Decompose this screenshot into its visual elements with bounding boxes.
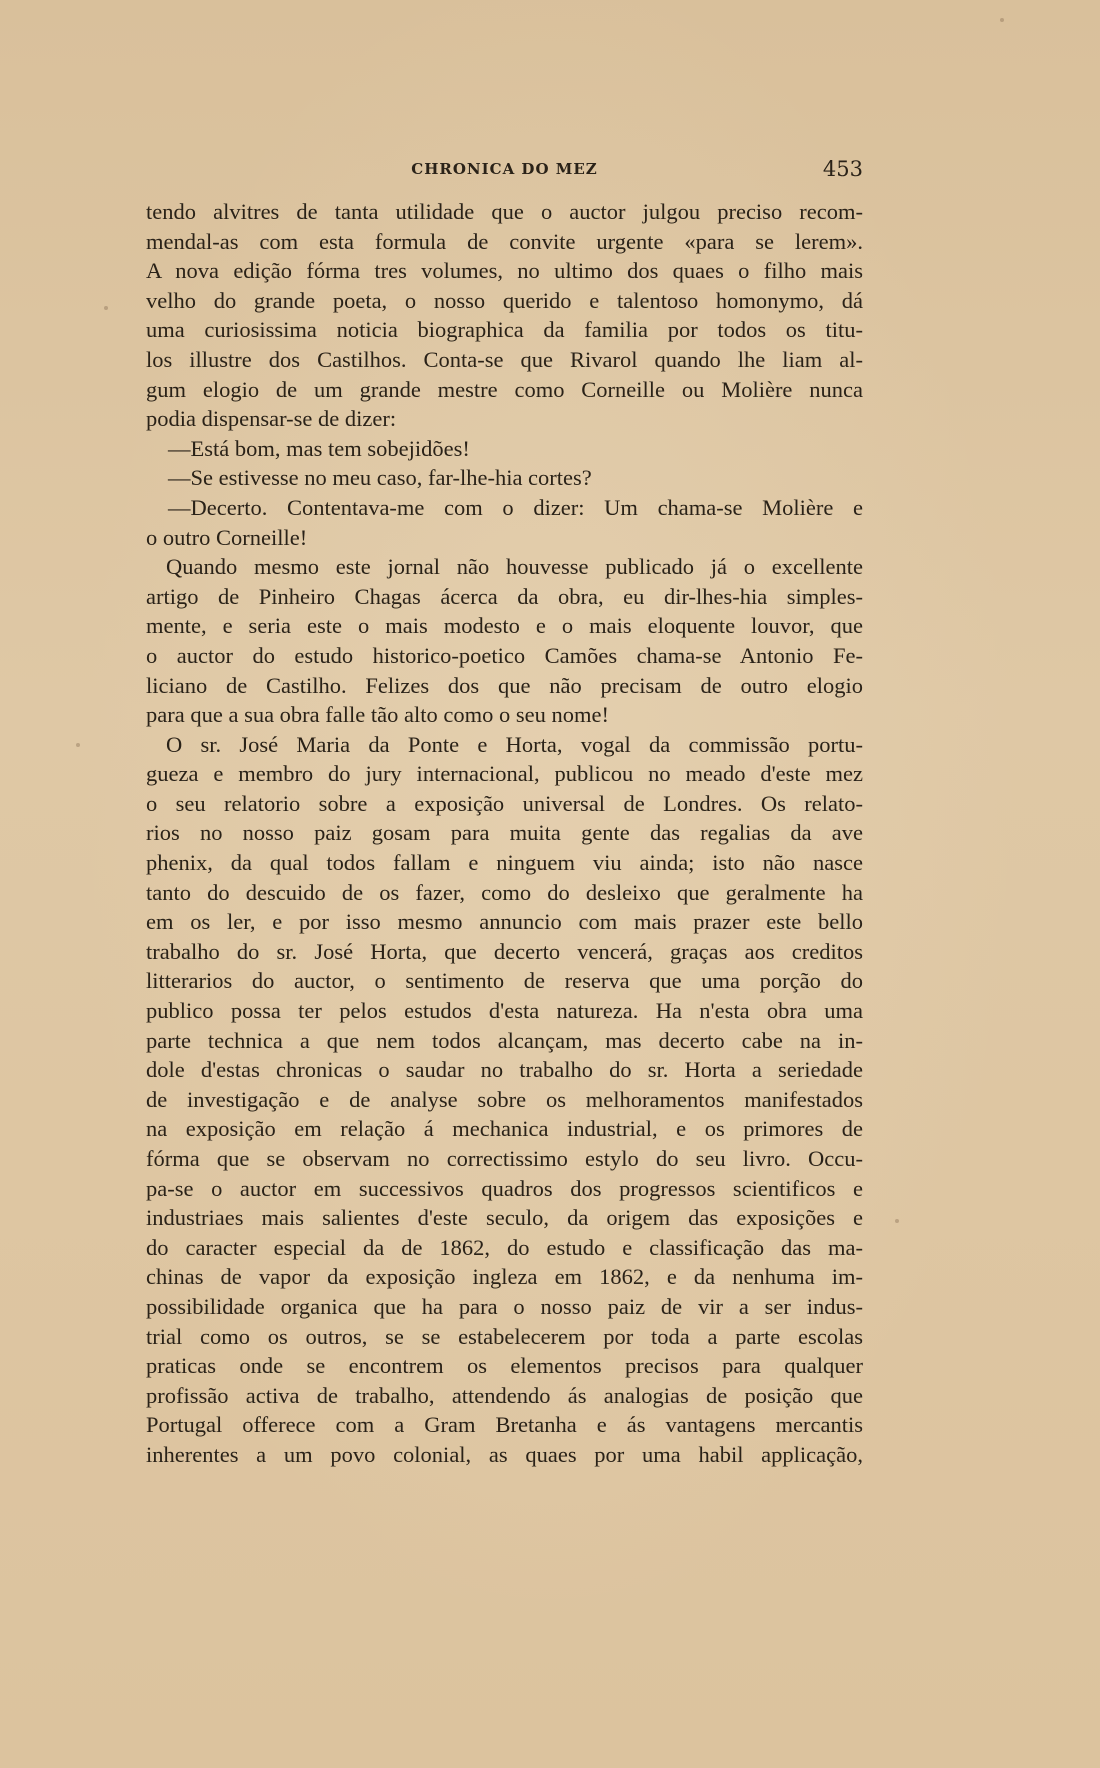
text-line: publico possa ter pelos estudos d'esta natureza. Ha n'esta obra uma	[146, 998, 863, 1024]
paper-speck	[76, 743, 80, 747]
running-head	[146, 157, 863, 184]
text-line: de investigação e de analyse sobre os melhoramentos manifestados	[146, 1086, 863, 1112]
paper-speck	[1000, 18, 1004, 22]
text-line: uma curiosissima noticia biographica da familia por todos os titu-	[146, 317, 863, 343]
text-line: profissão activa de trabalho, attendendo ás analogias de posição que	[146, 1382, 863, 1408]
text-line: liciano de Castilho. Felizes dos que não precisam de outro elogio	[146, 672, 863, 698]
text-line: rios no nosso paiz gosam para muita gente das regalias da ave	[146, 820, 863, 846]
text-line: litterarios do auctor, o sentimento de reserva que uma porção do	[146, 968, 863, 994]
body-text	[146, 197, 863, 1470]
text-line: —Se estivesse no meu caso, far-lhe-hia cortes?	[168, 465, 592, 491]
text-line: possibilidade organica que ha para o nosso paiz de vir a ser indus-	[146, 1293, 863, 1319]
text-line: para que a sua obra falle tão alto como o seu nome!	[146, 702, 609, 728]
text-line: pa-se o auctor em successivos quadros dos progressos scientificos e	[146, 1175, 863, 1201]
text-line: artigo de Pinheiro Chagas ácerca da obra, eu dir-lhes-hia simples-	[146, 583, 863, 609]
text-line: trabalho do sr. José Horta, que decerto vencerá, graças aos creditos	[146, 938, 863, 964]
text-line: o outro Corneille!	[146, 524, 308, 550]
page-number: 453	[822, 157, 863, 181]
text-line: O sr. José Maria da Ponte e Horta, vogal da commissão portu-	[166, 731, 863, 757]
text-line: podia dispensar-se de dizer:	[146, 406, 397, 432]
text-line: phenix, da qual todos fallam e ninguem viu ainda; isto não nasce	[146, 850, 863, 876]
paper-speck	[104, 306, 108, 310]
text-line: Quando mesmo este jornal não houvesse publicado já o excellente	[166, 554, 863, 580]
text-line: tanto do descuido de os fazer, como do desleixo que geralmente ha	[146, 879, 863, 905]
text-line: trial como os outros, se se estabelecerem por toda a parte escolas	[146, 1323, 863, 1349]
running-title: CHRONICA DO MEZ	[411, 160, 598, 178]
text-line: gum elogio de um grande mestre como Corneille ou Molière nunca	[146, 376, 863, 402]
text-line: na exposição em relação á mechanica industrial, e os primores de	[146, 1116, 863, 1142]
text-line: velho do grande poeta, o nosso querido e talentoso homonymo, dá	[146, 287, 863, 313]
text-line: chinas de vapor da exposição ingleza em 1862, e da nenhuma im-	[146, 1264, 863, 1290]
text-line: tendo alvitres de tanta utilidade que o auctor julgou preciso recom-	[146, 199, 863, 224]
text-line: do caracter especial da de 1862, do estudo e classificação das ma-	[146, 1234, 863, 1260]
text-line: o seu relatorio sobre a exposição universal de Londres. Os relato-	[146, 790, 863, 816]
text-line: fórma que se observam no correctissimo estylo do seu livro. Occu-	[146, 1146, 863, 1171]
text-line: Portugal offerece com a Gram Bretanha e ás vantagens mercantis	[146, 1412, 863, 1438]
text-line: gueza e membro do jury internacional, publicou no meado d'este mez	[146, 761, 863, 787]
text-line: inherentes a um povo colonial, as quaes por uma habil applicação,	[146, 1441, 863, 1467]
text-line: industriaes mais salientes d'este seculo, da origem das exposições e	[146, 1205, 863, 1231]
text-line: —Decerto. Contentava-me com o dizer: Um chama-se Molière e	[168, 494, 863, 520]
text-line: mendal-as com esta formula de convite urgente «para se lerem».	[146, 228, 863, 254]
text-line: A nova edição fórma tres volumes, no ultimo dos quaes o filho mais	[146, 258, 863, 284]
text-line: o auctor do estudo historico-poetico Camões chama-se Antonio Fe-	[146, 642, 863, 668]
paper-speck	[895, 1219, 899, 1223]
text-line: parte technica a que nem todos alcançam, mas decerto cabe na in-	[146, 1027, 863, 1053]
text-line: em os ler, e por isso mesmo annuncio com mais prazer este bello	[146, 909, 863, 935]
text-line: praticas onde se encontrem os elementos precisos para qualquer	[146, 1353, 863, 1379]
text-line: —Está bom, mas tem sobejidões!	[168, 435, 470, 461]
text-line: los illustre dos Castilhos. Conta-se que Rivarol quando lhe liam al-	[146, 346, 863, 372]
text-line: dole d'estas chronicas o saudar no trabalho do sr. Horta a seriedade	[146, 1057, 863, 1083]
text-line: mente, e seria este o mais modesto e o mais eloquente louvor, que	[146, 613, 863, 639]
